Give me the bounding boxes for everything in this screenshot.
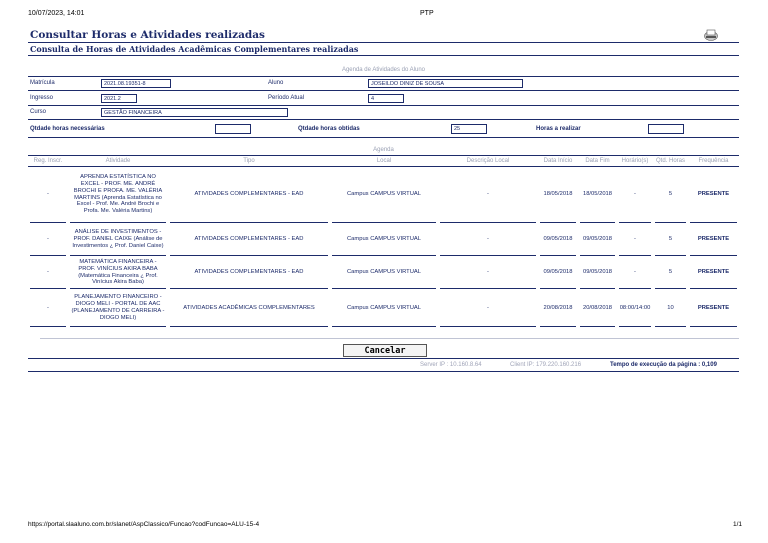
cell-atividade: ANÁLISE DE INVESTIMENTOS - PROF. DANIEL CAIXE (Análise de Investimentos ¿ Prof. Daniel Caixe) [72, 229, 164, 249]
cell-fim: 20/08/2018 [582, 304, 612, 311]
divider [28, 155, 739, 156]
row-divider [655, 326, 686, 327]
tipo-header: Tipo [243, 158, 255, 164]
cell-frequencia: PRESENTE [697, 269, 730, 276]
cell-tipo: ATIVIDADES ACADÊMICAS COMPLEMENTARES [183, 304, 315, 311]
cell-reg: - [47, 236, 49, 243]
row-divider [690, 255, 737, 256]
horas-realizar-label: Horas a realizar [536, 126, 581, 132]
print-page-title: PTP [420, 10, 434, 17]
row-divider [30, 255, 66, 256]
row-divider [580, 326, 615, 327]
cell-inicio: 09/05/2018 [543, 236, 573, 243]
title-rule [28, 42, 739, 43]
cell-horario: - [634, 269, 636, 276]
cell-local: Campus CAMPUS VIRTUAL [347, 191, 421, 198]
print-page-number: 1/1 [733, 521, 743, 528]
horas-necessarias-field[interactable] [215, 124, 251, 134]
row-divider [70, 326, 166, 327]
local-header: Local [376, 158, 392, 164]
descricao-header: Descrição Local [466, 158, 510, 164]
cell-reg: - [47, 269, 49, 276]
cell-horario: 08:00/14:00 [619, 304, 651, 311]
cell-atividade: PLANEJAMENTO FINANCEIRO - DIOGO MELI - PORTAL DE AAC (PLANEJAMENTO DE CARREIRA - DIOGO MELI) [71, 294, 165, 321]
row-divider [690, 222, 737, 223]
row-divider [70, 255, 166, 256]
row-divider [655, 222, 686, 223]
cell-horas: 10 [667, 304, 674, 311]
cell-horas: 5 [668, 236, 673, 243]
divider [40, 338, 739, 339]
horas-obtidas-label: Qtdade horas obtidas [298, 126, 360, 132]
server-ip: Server IP : 10.160.8.64 [420, 362, 482, 368]
cell-frequencia: PRESENTE [697, 304, 730, 311]
horas-necessarias-label: Qtdade horas necessárias [30, 126, 105, 132]
data-inicio-header: Data Início [543, 158, 573, 164]
cell-descricao: - [487, 236, 489, 243]
periodo-field[interactable]: 4 [368, 94, 404, 103]
row-divider [170, 326, 328, 327]
subtitle-rule [28, 55, 739, 56]
row-divider [440, 255, 536, 256]
row-divider [540, 222, 576, 223]
row-divider [70, 288, 166, 289]
cell-inicio: 20/08/2018 [543, 304, 573, 311]
cell-inicio: 18/05/2018 [543, 191, 573, 198]
cell-horas: 5 [668, 269, 673, 276]
row-divider [540, 255, 576, 256]
cell-reg: - [47, 304, 49, 311]
cell-frequencia: PRESENTE [697, 191, 730, 198]
row-divider [619, 288, 651, 289]
cancel-button[interactable]: Cancelar [343, 344, 427, 357]
row-divider [690, 326, 737, 327]
ingresso-label: Ingresso [30, 95, 54, 101]
execution-time: Tempo de execução da página : 0,109 [610, 362, 717, 368]
footer-rule [28, 358, 739, 359]
cell-frequencia: PRESENTE [697, 236, 730, 243]
horas-obtidas-field[interactable]: 25 [451, 124, 487, 134]
row-divider [70, 222, 166, 223]
cell-fim: 18/05/2018 [582, 191, 612, 198]
cell-horario: - [634, 191, 636, 198]
reg-header: Reg. Inscr. [33, 158, 63, 164]
matricula-label: Matrícula [30, 80, 55, 86]
divider [28, 76, 739, 77]
row-divider [619, 326, 651, 327]
row-divider [580, 255, 615, 256]
row-divider [580, 288, 615, 289]
row-divider [30, 326, 66, 327]
row-divider [690, 288, 737, 289]
row-divider [540, 288, 576, 289]
periodo-label: Período Atual [268, 95, 305, 101]
footer-rule [28, 371, 739, 372]
row-divider [332, 326, 436, 327]
curso-label: Curso [30, 109, 47, 115]
print-url: https://portal.slaaluno.com.br/slanet/AspClassico/Funcao?codFuncao=ALU-15-4 [28, 521, 260, 528]
row-divider [332, 222, 436, 223]
cell-inicio: 09/05/2018 [543, 269, 573, 276]
atividade-header: Atividade [105, 158, 131, 164]
row-divider [170, 222, 328, 223]
agenda-section-title: Agenda [373, 147, 394, 153]
cell-tipo: ATIVIDADES COMPLEMENTARES - EAD [194, 269, 304, 276]
row-divider [30, 288, 66, 289]
row-divider [440, 288, 536, 289]
horario-header: Horário(s) [621, 158, 649, 164]
divider [28, 119, 739, 120]
cell-tipo: ATIVIDADES COMPLEMENTARES - EAD [194, 191, 304, 198]
cell-local: Campus CAMPUS VIRTUAL [347, 269, 421, 276]
divider [28, 137, 739, 138]
row-divider [440, 222, 536, 223]
data-fim-header: Data Fim [585, 158, 610, 164]
row-divider [170, 255, 328, 256]
page-title: Consultar Horas e Atividades realizadas [30, 29, 265, 41]
cell-local: Campus CAMPUS VIRTUAL [347, 236, 421, 243]
row-divider [619, 255, 651, 256]
divider [28, 105, 739, 106]
student-section-title: Agenda de Atividades do Aluno [341, 67, 426, 73]
frequencia-header: Frequência [698, 158, 729, 164]
row-divider [619, 222, 651, 223]
matricula-field[interactable]: 2021.08.19351-8 [101, 79, 171, 88]
cell-atividade: MATEMÁTICA FINANCEIRA - PROF. VINÍCIUS AKIRA BABA (Matemática Financeira ¿ Prof. Vinícius Akira Baba) [78, 258, 158, 286]
aluno-label: Aluno [268, 80, 284, 86]
divider [28, 90, 739, 91]
client-ip: Client IP: 179.220.160.216 [510, 362, 582, 368]
page-subtitle: Consulta de Horas de Atividades Acadêmicas Complementares realizadas [30, 44, 359, 54]
horas-realizar-field[interactable] [648, 124, 684, 134]
curso-field[interactable]: GESTÃO FINANCEIRA [101, 108, 288, 117]
row-divider [655, 288, 686, 289]
cell-fim: 09/05/2018 [582, 236, 612, 243]
row-divider [170, 288, 328, 289]
cell-fim: 09/05/2018 [582, 269, 612, 276]
ingresso-field[interactable]: 2021.2 [101, 94, 137, 103]
cell-atividade: APRENDA ESTATÍSTICA NO EXCEL - PROF. ME. ANDRÉ BROCHI E PROFA. ME. VALÉRIA MARTINS (Aprenda Estatística no Excel - Prof. Me. André Brochi e Profa. Me. Valéria Martins) [73, 173, 163, 215]
cell-tipo: ATIVIDADES COMPLEMENTARES - EAD [194, 236, 304, 243]
cell-descricao: - [487, 269, 489, 276]
row-divider [332, 288, 436, 289]
row-divider [580, 222, 615, 223]
row-divider [440, 326, 536, 327]
cell-descricao: - [487, 191, 489, 198]
cell-descricao: - [487, 304, 489, 311]
cell-reg: - [47, 191, 49, 198]
row-divider [332, 255, 436, 256]
qtd-horas-header: Qtd. Horas [655, 158, 685, 164]
cell-horas: 5 [668, 191, 673, 198]
row-divider [655, 255, 686, 256]
aluno-field[interactable]: JOSEILDO DINIZ DE SOUSA [368, 79, 523, 88]
row-divider [30, 222, 66, 223]
cell-local: Campus CAMPUS VIRTUAL [347, 304, 421, 311]
printer-icon[interactable] [704, 28, 718, 42]
row-divider [540, 326, 576, 327]
print-datetime: 10/07/2023, 14:01 [28, 10, 85, 17]
cell-horario: - [634, 236, 636, 243]
